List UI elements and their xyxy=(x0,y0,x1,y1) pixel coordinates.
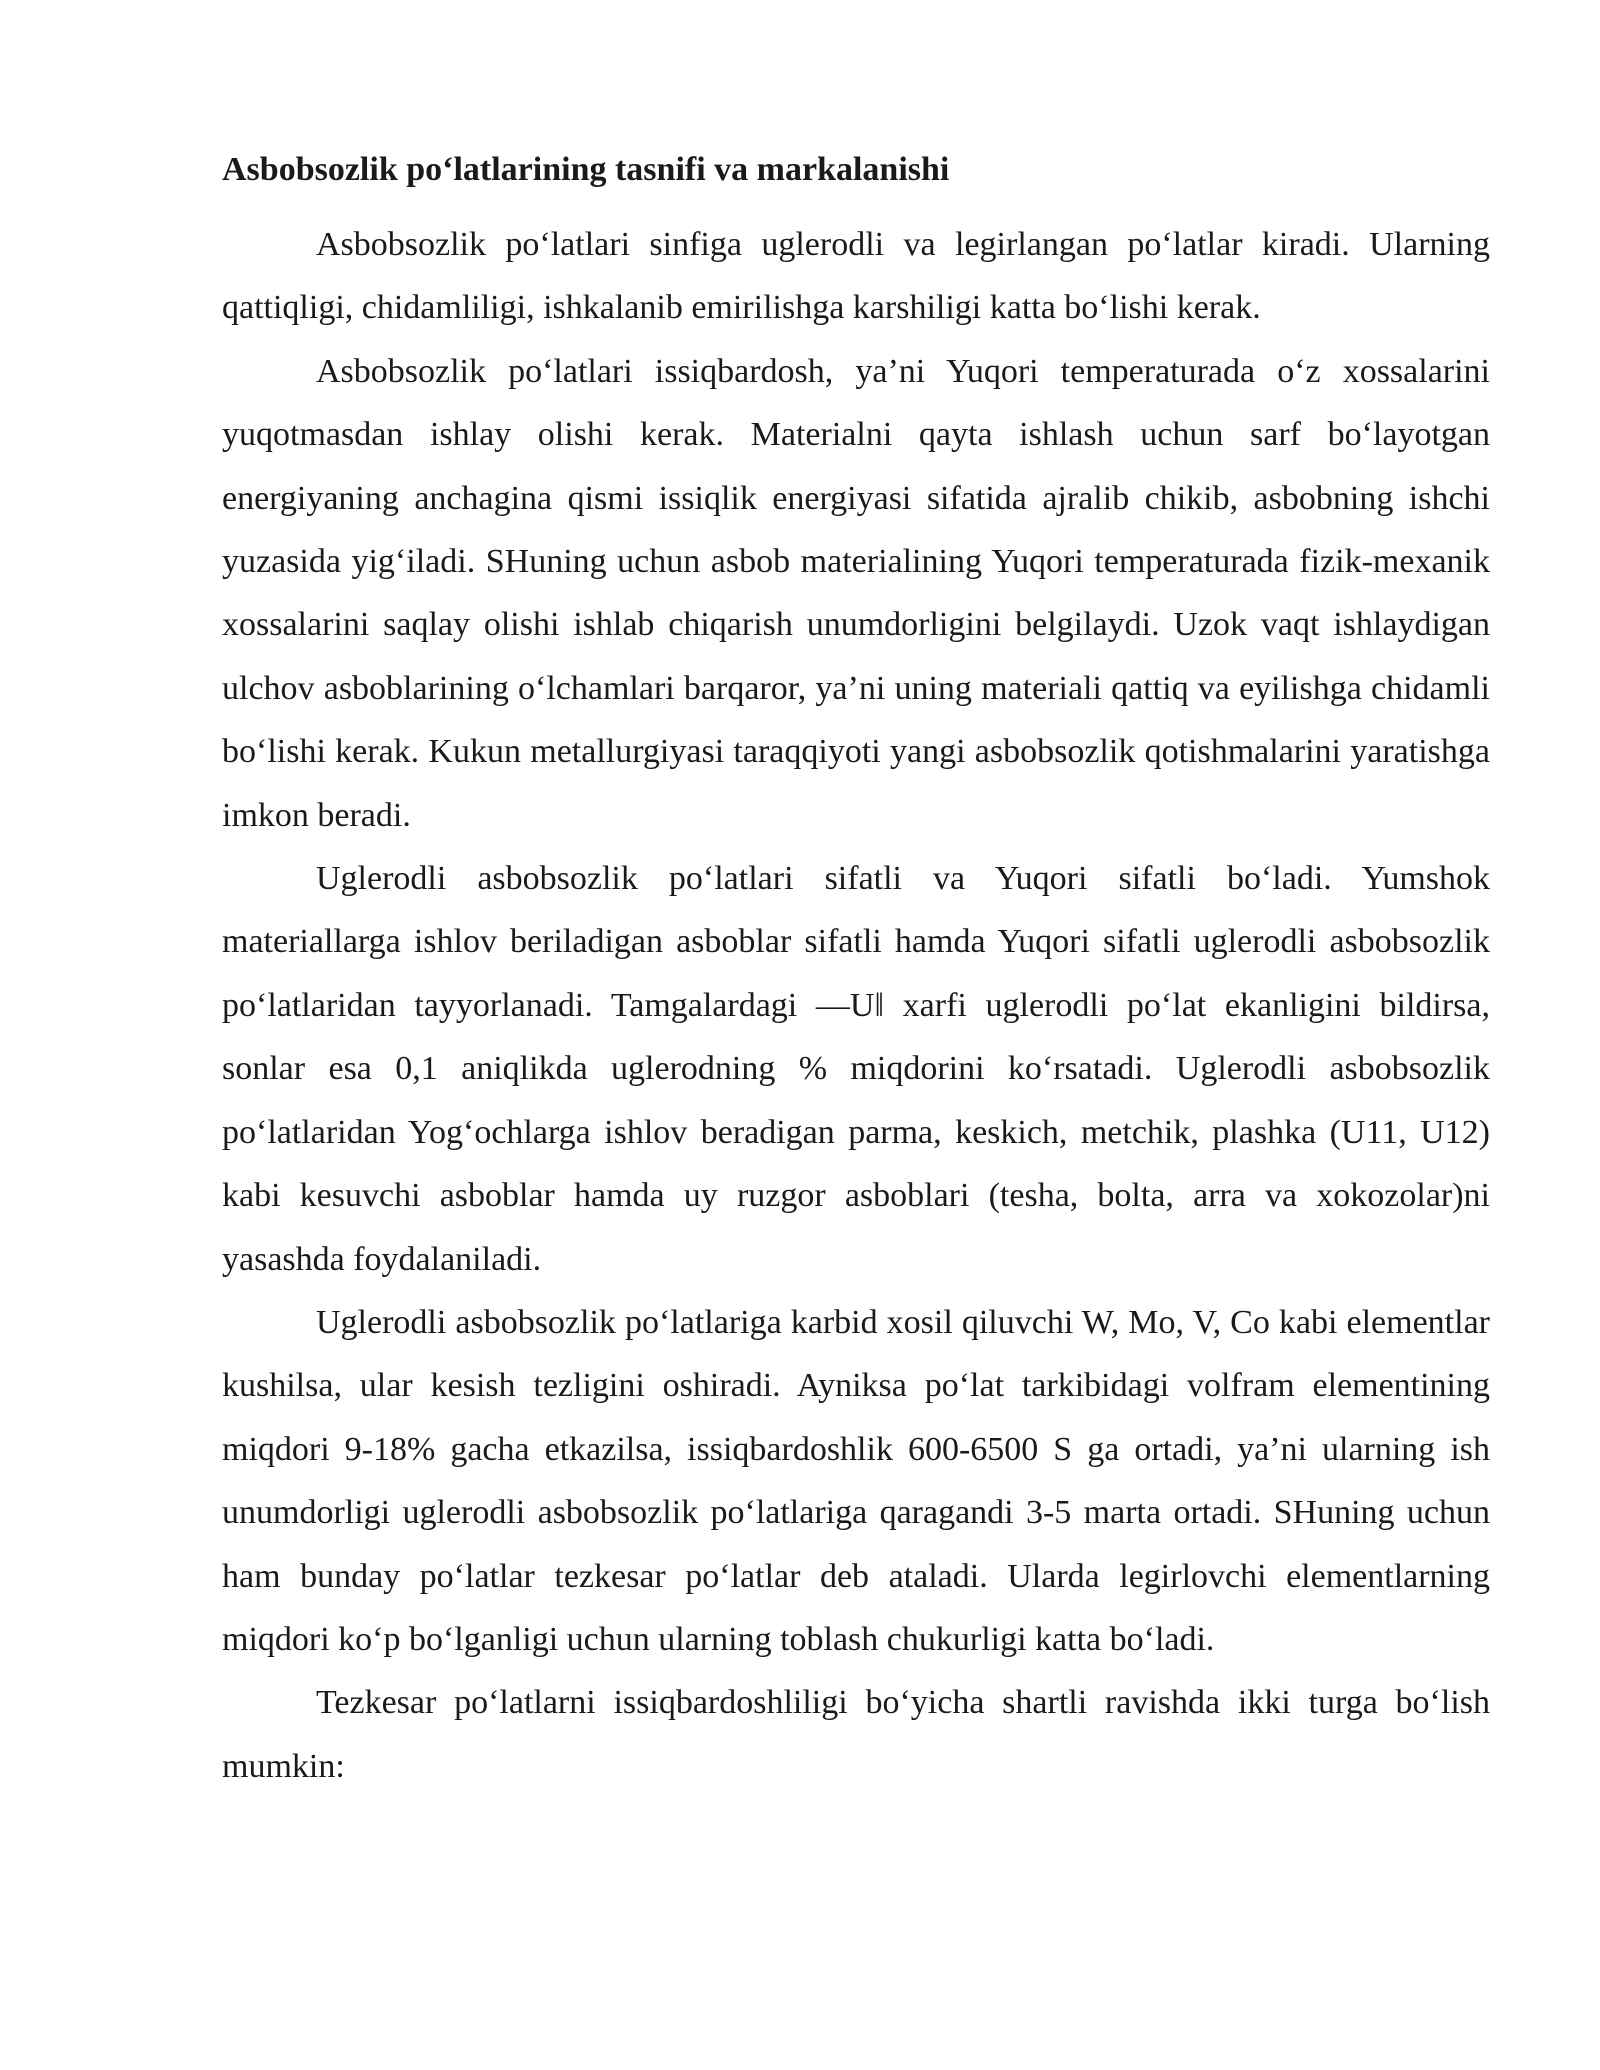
paragraph-2: Asbobsozlik po‘latlari issiqbardosh, ya’ni Yuqori temperaturada o‘z xossalarini yuqotmasdan ishlay olishi kerak. Materialni qayta ishlash uchun sarf bo‘layotgan energiyaning anchagina qismi issiqlik energiyasi sifatida ajralib chikib, asbobning ishchi yuzasida yig‘iladi. SHuning uchun asbob materialining Yuqori temperaturada fizik-mexanik xossalarini saqlay olishi ishlab chiqarish unumdorligini belgilaydi. Uzok vaqt ishlaydigan ulchov asboblarining o‘lchamlari barqaror, ya’ni uning materiali qattiq va eyilishga chidamli bo‘lishi kerak. Kukun metallurgiyasi taraqqiyoti yangi asbobsozlik qotishmalarini yaratishga imkon beradi. xyxy=(222,352,1490,834)
paragraph-5: Tezkesar po‘latlarni issiqbardoshliligi bo‘yicha shartli ravishda ikki turga bo‘lish mumkin: xyxy=(222,1684,1490,1785)
document-body xyxy=(222,145,1490,1798)
paragraph-4: Uglerodli asbobsozlik po‘latlariga karbid xosil qiluvchi W, Mo, V, Co kabi elementlar kushilsa, ular kesish tezligini oshiradi. Ayniksa po‘lat tarkibidagi volfram elementining miqdori 9-18% gacha etkazilsa, issiqbardoshlik 600-6500 S ga ortadi, ya’ni ularning ish unumdorligi uglerodli asbobsozlik po‘latlariga qaragandi 3-5 marta ortadi. SHuning uchun ham bunday po‘latlar tezkesar po‘latlar deb ataladi. Ularda legirlovchi elementlarning miqdori ko‘p bo‘lganligi uchun ularning toblash chukurligi katta bo‘ladi. xyxy=(222,1303,1490,1658)
paragraph-1: Asbobsozlik po‘latlari sinfiga uglerodli va legirlangan po‘latlar kiradi. Ularning qattiqligi, chidamliligi, ishkalanib emirilishga karshiligi katta bo‘lishi kerak. xyxy=(222,226,1490,327)
document-title: Asbobsozlik po‘latlarining tasnifi va markalanishi xyxy=(222,151,950,188)
paragraph-3: Uglerodli asbobsozlik po‘latlari sifatli va Yuqori sifatli bo‘ladi. Yumshok materiallarga ishlov beriladigan asboblar sifatli hamda Yuqori sifatli uglerodli asbobsozlik po‘latlaridan tayyorlanadi. Tamgalardagi ―U‖ xarfi uglerodli po‘lat ekanligini bildirsa, sonlar esa 0,1 aniqlikda uglerodning % miqdorini ko‘rsatadi. Uglerodli asbobsozlik po‘latlaridan Yog‘ochlarga ishlov beradigan parma, keskich, metchik, plashka (U11, U12) kabi kesuvchi asboblar hamda uy ruzgor asboblari (tesha, bolta, arra va xokozolar)ni yasashda foydalaniladi. xyxy=(222,860,1490,1278)
